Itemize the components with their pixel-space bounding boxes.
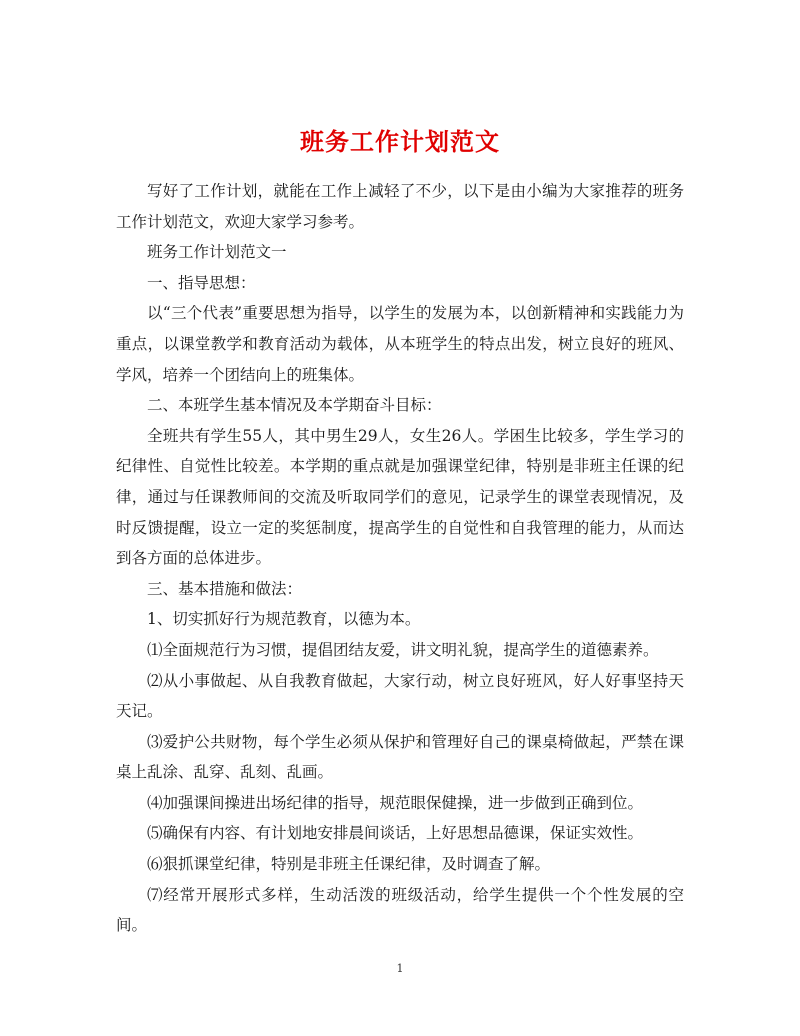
heading-measures: 三、基本措施和做法： <box>147 579 303 598</box>
section-heading-sample-one: 班务工作计划范文一 <box>147 243 287 262</box>
document-title: 班务工作计划范文 <box>300 127 500 157</box>
measure-subitem-7: ⑺经常开展形式多样，生动活泼的班级活动，给学生提供一个个性发展的空间。 <box>116 885 684 935</box>
heading-guiding-principle: 一、指导思想： <box>147 273 256 292</box>
page-number: 1 <box>396 962 404 975</box>
measure-item-1: 1、切实抓好行为规范教育，以德为本。 <box>147 610 421 629</box>
measure-subitem-4: ⑷加强课间操进出场纪律的指导，规范眼保健操，进一步做到正确到位。 <box>147 793 644 812</box>
measure-subitem-5: ⑸确保有内容、有计划地安排晨间谈话，上好思想品德课，保证实效性。 <box>147 824 644 843</box>
measure-subitem-3: ⑶爱护公共财物，每个学生必须从保护和管理好自己的课桌椅做起，严禁在课桌上乱涂、乱穿、乱刻、乱画。 <box>116 732 684 782</box>
measure-subitem-2: ⑵从小事做起、从自我教育做起，大家行动，树立良好班风，好人好事坚持天天记。 <box>116 671 684 721</box>
heading-class-situation: 二、本班学生基本情况及本学期奋斗目标： <box>147 396 442 415</box>
paragraph-guiding-principle: 以“三个代表”重要思想为指导，以学生的发展为本，以创新精神和实践能力为重点，以课堂教学和教育活动为载体，从本班学生的特点出发，树立良好的班风、学风，培养一个团结向上的班集体。 <box>116 304 684 384</box>
intro-paragraph: 写好了工作计划，就能在工作上减轻了不少，以下是由小编为大家推荐的班务工作计划范文，欢迎大家学习参考。 <box>116 182 684 231</box>
measure-subitem-1: ⑴全面规范行为习惯，提倡团结友爱，讲文明礼貌，提高学生的道德素养。 <box>147 640 659 659</box>
measure-subitem-6: ⑹狠抓课堂纪律，特别是非班主任课纪律，及时调查了解。 <box>147 855 551 874</box>
document-body <box>116 176 684 941</box>
paragraph-class-situation: 全班共有学生55人，其中男生29人，女生26人。学困生比较多，学生学习的纪律性、自觉性比较差。本学期的重点就是加强课堂纪律，特别是非班主任课的纪律，通过与任课教师间的交流及听取同学们的意见，记录学生的课堂表现情况，及时反馈提醒，设立一定的奖惩制度，提高学生的自觉性和自我管理的能力，从而达到各方面的总体进步。 <box>116 426 684 568</box>
